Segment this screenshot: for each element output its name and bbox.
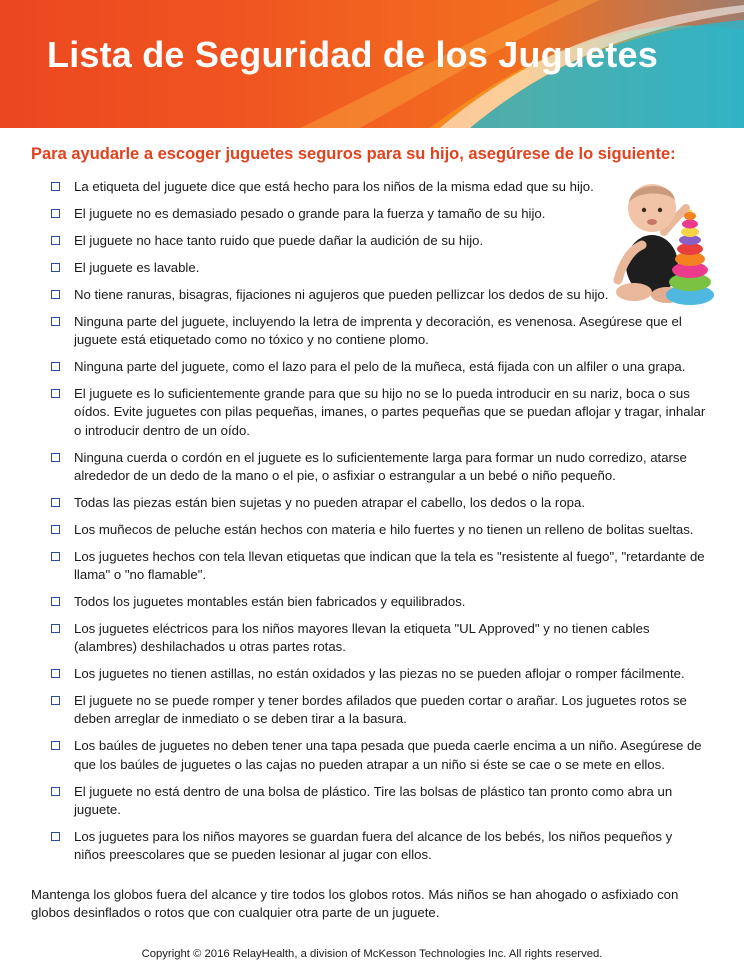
checkbox-icon <box>51 696 60 705</box>
checklist-item <box>46 548 706 584</box>
checklist-item <box>46 521 706 539</box>
copyright-notice: Copyright © 2016 RelayHealth, a division of McKesson Technologies Inc. All rights reserved. <box>141 948 603 960</box>
checkbox-icon <box>51 182 60 191</box>
checklist-item-text: Los juguetes eléctricos para los niños mayores llevan la etiqueta "UL Approved" y no tienen cables (alambres) deshilachados u otras partes rotas. <box>74 621 650 655</box>
checklist-item-text: El juguete no está dentro de una bolsa de plástico. Tire las bolsas de plástico tan pronto como abra un juguete. <box>74 783 673 817</box>
checklist-item-text: Ninguna cuerda o cordón en el juguete es lo suficientemente larga para formar un nudo corredizo, atarse alrededor de un dedo de la mano o el pie, o asfixiar o estrangular a un bebé o niño pequeño. <box>74 449 687 483</box>
checklist-item <box>46 259 706 277</box>
checkbox-icon <box>51 290 60 299</box>
checklist-item-text: El juguete no hace tanto ruido que puede dañar la audición de su hijo. <box>74 233 484 248</box>
checkbox-icon <box>51 741 60 750</box>
checklist-item <box>46 494 706 512</box>
checklist-item-text: Ninguna parte del juguete, como el lazo para el pelo de la muñeca, está fijada con un alfiler o una grapa. <box>74 359 686 375</box>
checkbox-icon <box>51 209 60 218</box>
checklist-item <box>46 737 706 773</box>
checkbox-icon <box>51 787 60 796</box>
checklist-item-text: Todas las piezas están bien sujetas y no pueden atrapar el cabello, los dedos o la ropa. <box>74 494 585 510</box>
checklist-item <box>46 205 706 223</box>
checklist-item <box>46 593 706 611</box>
checklist-item <box>46 358 706 376</box>
checklist-item-text: Todos los juguetes montables están bien fabricados y equilibrados. <box>74 594 466 610</box>
page-title: Lista de Seguridad de los Juguetes <box>47 34 658 75</box>
checkbox-icon <box>51 453 60 462</box>
checkbox-icon <box>51 552 60 561</box>
checkbox-icon <box>51 597 60 606</box>
checklist-item <box>46 232 706 250</box>
checklist-item <box>46 783 706 819</box>
checklist-item <box>46 828 706 864</box>
checkbox-icon <box>51 362 60 371</box>
checklist-item-text: Los juguetes no tienen astillas, no están oxidados y las piezas no se pueden aflojar o romper fácilmente. <box>74 666 685 682</box>
checkbox-icon <box>51 236 60 245</box>
checkbox-icon <box>51 832 60 841</box>
checklist-item <box>46 449 706 485</box>
checklist-item-text: El juguete no es demasiado pesado o grande para la fuerza y tamaño de su hijo. <box>74 206 546 221</box>
safety-checklist <box>46 178 706 873</box>
checklist-item-text: Los muñecos de peluche están hechos con materia e hilo fuertes y no tienen un relleno de bolitas sueltas. <box>74 521 694 537</box>
checklist-item-text: No tiene ranuras, bisagras, fijaciones ni agujeros que pueden pellizcar los dedos de su hijo. <box>74 287 609 302</box>
checklist-item-text: Los baúles de juguetes no deben tener una tapa pesada que pueda caerle encima a un niño. Asegúrese de que los baúles de juguetes o las cajas no pueden atrapar a un niño si éste se cae o se mete en ellos. <box>74 738 702 772</box>
balloon-warning: Mantenga los globos fuera del alcance y tire todos los globos rotos. Más niños se han ahogado o asfixiado con globos desinflados o rotos que con cualquier otra parte de un juguete. <box>31 887 679 921</box>
checklist-item-text: Ninguna parte del juguete, incluyendo la letra de imprenta y decoración, es venenosa. Asegúrese que el juguete está etiquetado como no tóxico y no contiene plomo. <box>74 314 682 348</box>
intro-subtitle: Para ayudarle a escoger juguetes seguros para su hijo, asegúrese de lo siguiente: <box>31 145 676 163</box>
checklist-item-text: Los juguetes para los niños mayores se guardan fuera del alcance de los bebés, los niños pequeños y niños preescolares que se pueden lesionar al jugar con ellos. <box>74 828 673 863</box>
checklist-item-text: La etiqueta del juguete dice que está hecho para los niños de la misma edad que su hijo. <box>74 179 594 194</box>
checklist-item <box>46 178 706 196</box>
checklist-item <box>46 692 706 728</box>
checklist-item <box>46 286 706 304</box>
checklist-item-text: Los juguetes hechos con tela llevan etiquetas que indican que la tela es "resistente al fuego", "retardante de llama" o "no flamable". <box>74 548 705 583</box>
checkbox-icon <box>51 317 60 326</box>
checkbox-icon <box>51 389 60 398</box>
checkbox-icon <box>51 624 60 633</box>
checkbox-icon <box>51 525 60 534</box>
checklist-item-text: El juguete es lavable. <box>74 260 200 275</box>
checklist-item <box>46 665 706 683</box>
checkbox-icon <box>51 669 60 678</box>
checklist-item-text: El juguete es lo suficientemente grande para que su hijo no se lo pueda introducir en su nariz, boca o sus oídos. Evite juguetes con pilas pequeñas, imanes, o partes pequeñas que se puedan aflojar y tragar, inhalar o introducir dentro de un oído. <box>74 386 706 438</box>
checkbox-icon <box>51 263 60 272</box>
checkbox-icon <box>51 498 60 507</box>
checklist-item <box>46 313 706 349</box>
checklist-item-text: El juguete no se puede romper y tener bordes afilados que pueden cortar o arañar. Los juguetes rotos se deben arreglar de inmediato o se deben tirar a la basura. <box>74 693 687 727</box>
header-banner <box>0 0 744 128</box>
checklist-item <box>46 385 706 440</box>
checklist-item <box>46 620 706 656</box>
